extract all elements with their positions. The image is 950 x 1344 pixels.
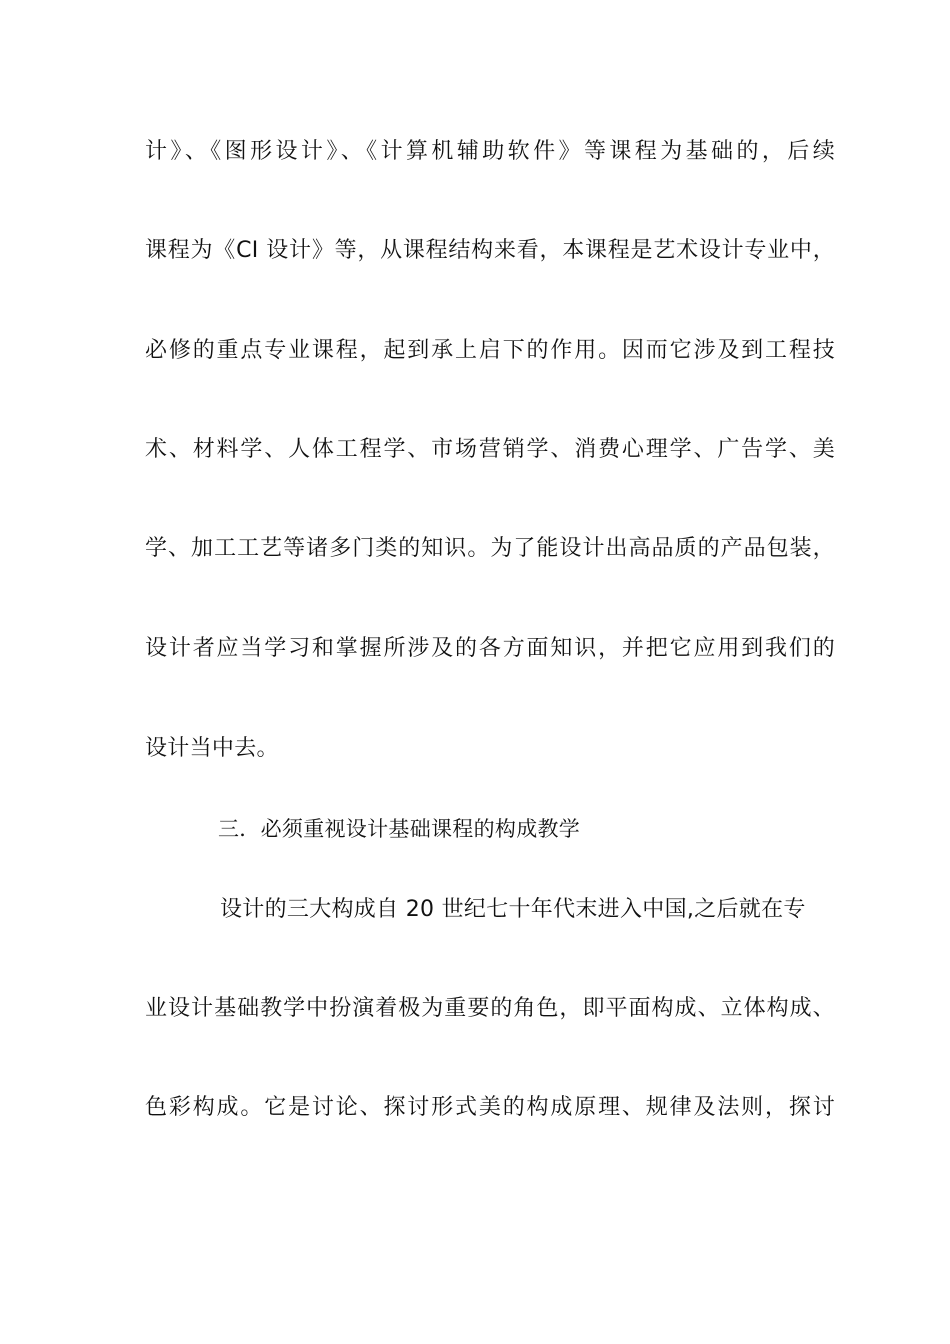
- body-text-line: 必修的重点专业课程，起到承上启下的作用。因而它涉及到工程技: [145, 338, 835, 363]
- section-heading: 三．必须重视设计基础课程的构成教学: [218, 817, 581, 841]
- body-text-line: 课程为《CI 设计》等，从课程结构来看，本课程是艺术设计专业中，: [145, 238, 835, 263]
- body-text-line: 色彩构成。它是讨论、探讨形式美的构成原理、规律及法则，探讨: [145, 1095, 835, 1120]
- body-text-line: 设计当中去。: [145, 736, 279, 761]
- body-text-line: 术、材料学、人体工程学、市场营销学、消费心理学、广告学、美: [145, 437, 835, 462]
- body-text-line: 计》、《图形设计》、《计算机辅助软件》等课程为基础的，后续: [145, 139, 835, 164]
- body-text-line: 业设计基础教学中扮演着极为重要的角色，即平面构成、立体构成、: [145, 996, 835, 1021]
- body-text-line: 学、加工工艺等诸多门类的知识。为了能设计出高品质的产品包装，: [145, 536, 835, 561]
- body-text-line: 设计的三大构成自 20 世纪七十年代末进入中国,之后就在专: [220, 897, 806, 922]
- body-text-line: 设计者应当学习和掌握所涉及的各方面知识，并把它应用到我们的: [145, 636, 835, 661]
